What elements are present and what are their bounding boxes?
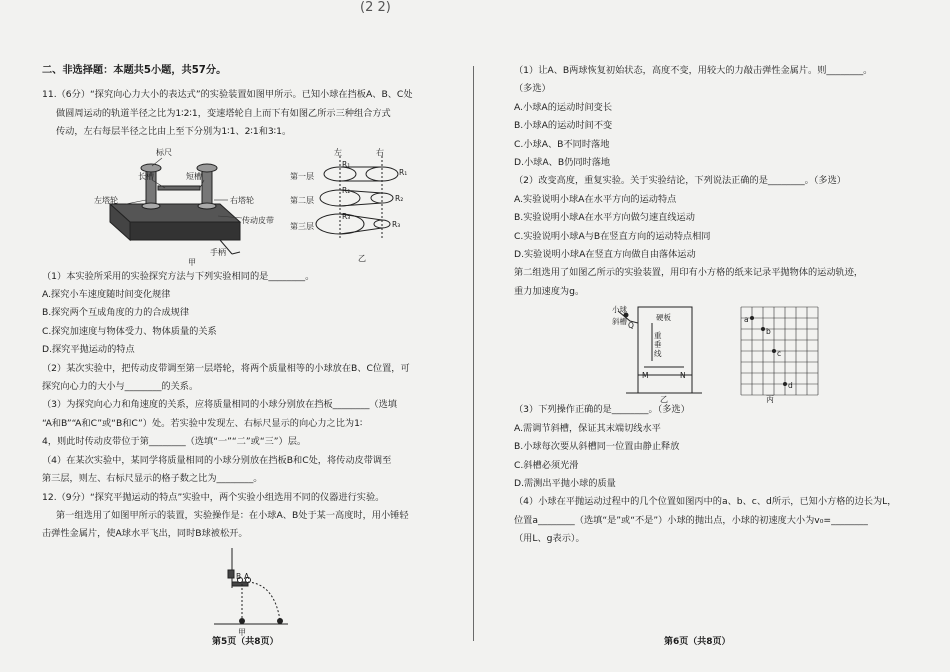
section-title: 二、非选择题：本题共5小题，共57分。: [42, 65, 227, 76]
group2-line: 第二组选用了如图乙所示的实验装置，用印有小方格的纸来记录平抛物体的运动轨迹，: [514, 267, 864, 279]
label-right: 右: [376, 147, 384, 157]
right-page: [514, 62, 906, 549]
label-r2-right: R₂: [395, 193, 404, 203]
label-r3-right: R₃: [392, 219, 401, 229]
sub1-option-a: A.小球A的运动时间变长: [514, 101, 613, 113]
q11-sub3-line: （3）为探究向心力和角速度的关系，应将质量相同的小球分别放在挡板________（选填: [42, 399, 397, 411]
q11-sub1-option-a: A.探究小车速度随时间变化规律: [42, 289, 171, 301]
label-changcao: 长槽: [138, 171, 154, 181]
sub1-option-b: B.小球A的运动时间不变: [514, 120, 613, 132]
sub4-line: （4）小球在平抛运动过程中的几个位置如图丙中的a、b、c、d所示，已知小方格的边长为L，: [514, 496, 897, 508]
q11-line: 做圆周运动的轨道半径之比为1∶2∶1，变速塔轮自上而下有如图乙所示三种组合方式: [56, 107, 391, 119]
sub3-option-d: D.需测出平抛小球的质量: [514, 477, 616, 489]
trajectory-board-and-grid-figure: [514, 301, 906, 401]
q11-sub2-line: （2）某次实验中，把传动皮带调至第一层塔轮，将两个质量相等的小球放在B、C位置，可: [42, 362, 410, 374]
label-left-tower: 左塔轮: [94, 195, 118, 205]
label-right-tower: 右塔轮: [230, 195, 254, 205]
point-c: c: [777, 349, 782, 359]
q12-figure-jia: [42, 544, 462, 637]
point-d: d: [788, 381, 793, 391]
caption-bing: 丙: [766, 395, 774, 405]
page-divider: [473, 66, 474, 641]
sub2-option-d: D.实验说明小球A在竖直方向做自由落体运动: [514, 249, 696, 261]
q12-line: 击弹性金属片，使A球水平飞出，同时B球被松开。: [42, 528, 248, 540]
label-m: M: [642, 371, 649, 381]
q12-line: 12.（9分）“探究平抛运动的特点”实验中，两个实验小组选用不同的仪器进行实验。: [42, 491, 385, 503]
top-mark: (2 2): [360, 0, 391, 15]
sub2-option-b: B.实验说明小球A在水平方向做匀速直线运动: [514, 212, 695, 224]
left-page: [42, 62, 462, 637]
sub2-question: （2）改变高度，重复实验。关于实验结论，下列说法正确的是________。（多选）: [514, 175, 846, 187]
q11-sub1-option-b: B.探究两个互成角度的力的合成规律: [42, 307, 190, 319]
q11-line: 传动，左右每层半径之比由上至下分别为1∶1、2∶1和3∶1。: [56, 126, 292, 138]
sub2-option-a: A.实验说明小球A在水平方向的运动特点: [514, 193, 677, 205]
label-n: N: [680, 371, 686, 381]
point-b: b: [766, 327, 771, 337]
page-footer-right: 第6页（共8页）: [664, 637, 731, 647]
label-handle: 手柄: [210, 247, 226, 257]
caption-yi-right: 乙: [660, 395, 668, 405]
label-layer1: 第一层: [290, 171, 314, 181]
label-r1-left: R₁: [342, 159, 351, 169]
sub3-option-b: B.小球每次要从斜槽同一位置由静止释放: [514, 441, 680, 453]
sub1-option-d: D.小球A、B仍同时落地: [514, 157, 611, 169]
caption-jia-q12: 甲: [238, 627, 246, 637]
q11-line: 11.（6分）“探究向心力大小的表达式”的实验装置如图甲所示。已知小球在挡板A、B、C处: [42, 89, 413, 101]
label-board: 硬板: [656, 313, 671, 323]
label-r3-left: R₃: [342, 211, 351, 221]
label-r1-right: R₁: [399, 167, 408, 177]
sub3-option-c: C.斜槽必须光滑: [514, 459, 579, 471]
sub1-option-c: C.小球A、B不同时落地: [514, 138, 610, 150]
label-r2-left: R₂: [342, 185, 351, 195]
sub1-question: （1）让A、B两球恢复初始状态，高度不变，用较大的力敲击弹性金属片。则________。: [514, 65, 873, 76]
label-q: Q: [628, 321, 634, 331]
caption-yi: 乙: [358, 253, 366, 263]
label-biaochi: 标尺: [156, 147, 172, 157]
q11-sub2-line: 探究向心力的大小与________的关系。: [42, 381, 199, 393]
group2-line: 重力加速度为g。: [514, 285, 585, 297]
label-duancao: 短槽: [186, 171, 202, 181]
point-a: a: [744, 315, 749, 325]
q12-line: 第一组选用了如图甲所示的装置，实验操作是：在小球A、B处于某一高度时，用小锤轻: [56, 509, 409, 521]
q11-figures: [42, 142, 462, 268]
q11-sub3-line: 4，则此时传动皮带位于第________（选填“一”“二”或“三”）层。: [42, 436, 307, 448]
label-layer3: 第三层: [290, 221, 314, 231]
fig-yi-bing: [514, 301, 906, 405]
sub3-question: （3）下列操作正确的是________。（多选）: [514, 404, 690, 416]
q11-sub1-question: （1）本实验所采用的实验探究方法与下列实验相同的是________。: [42, 270, 315, 282]
q11-sub1-option-d: D.探究平抛运动的特点: [42, 344, 135, 356]
sub2-option-c: C.实验说明小球A与B在竖直方向的运动特点相同: [514, 230, 711, 242]
page-footer-left: 第5页（共8页）: [212, 637, 279, 647]
label-ball-a: A: [244, 571, 250, 581]
label-plumb-line: 重垂线: [654, 331, 662, 359]
sub4-line: 位置a________（选填“是”或“不是”）小球的抛出点，小球的初速度大小为v₀=________: [514, 514, 868, 526]
sub4-line: （用L、g表示）。: [514, 533, 585, 545]
caption-jia: 甲: [188, 257, 196, 267]
q11-sub4-line: 第三层，则左、右标尺显示的格子数之比为________。: [42, 473, 263, 485]
projectile-hammer-figure: [42, 544, 462, 630]
sub3-option-a: A.需调节斜槽，保证其末端切线水平: [514, 422, 661, 434]
q11-sub4-line: （4）在某次实验中，某同学将质量相同的小球分别放在挡板B和C处，将传动皮带调至: [42, 454, 392, 466]
q11-sub3-line: “A和B”“A和C”或“B和C”）处。若实验中发现左、右标尺显示的向心力之比为1∶: [42, 417, 363, 429]
sub1-multi: （多选）: [514, 83, 551, 95]
label-chute: 斜槽: [612, 317, 627, 327]
label-ball-b: B: [236, 571, 242, 581]
label-belt: 传动皮带: [242, 215, 274, 225]
label-ball: 小球: [612, 305, 627, 315]
label-layer2: 第二层: [290, 195, 314, 205]
q11-sub1-option-c: C.探究加速度与物体受力、物体质量的关系: [42, 325, 217, 337]
label-left: 左: [334, 147, 342, 157]
